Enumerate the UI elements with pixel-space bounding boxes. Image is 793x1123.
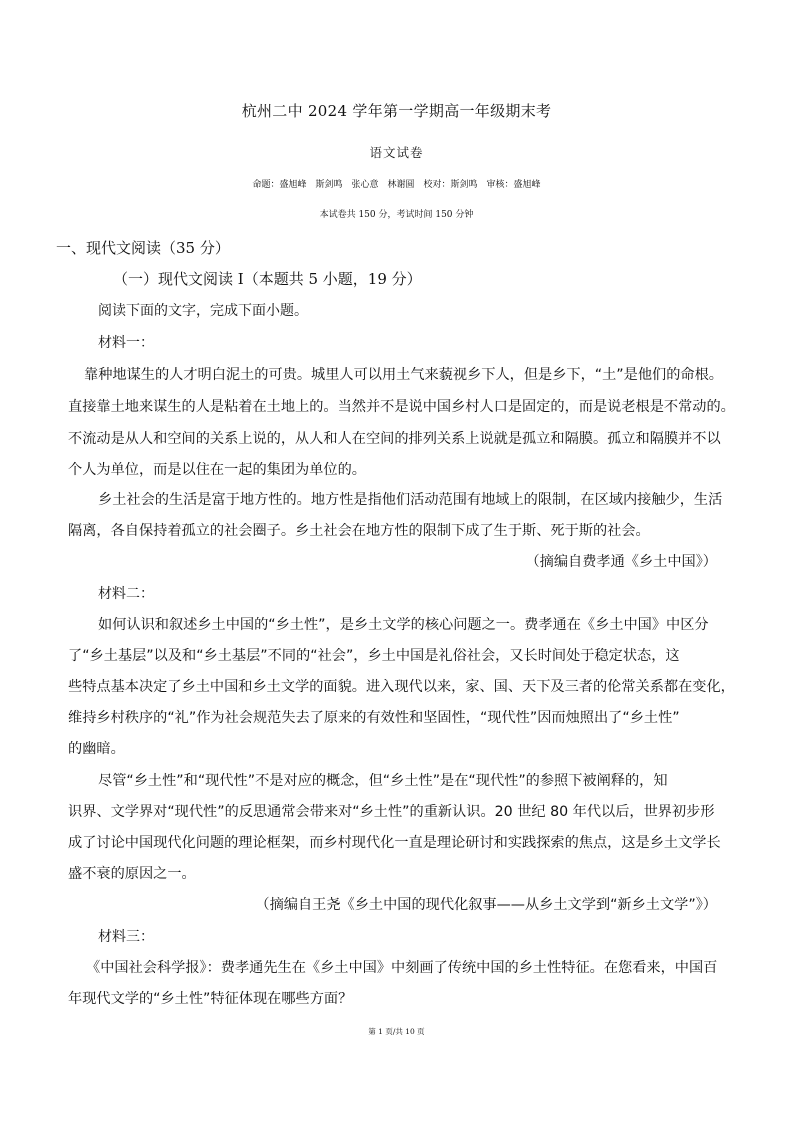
- material-label: 材料三：: [98, 929, 154, 945]
- authors-line: 命题：盛旭峰 斯剑鸣 张心意 林谢圆 校对：斯剑鸣 审核：盛旭峰: [252, 180, 541, 190]
- page-number: 第 1 页/共 10 页: [368, 1027, 425, 1036]
- paragraph-line: 乡土社会的生活是富于地方性的。地方性是指他们活动范围有地域上的限制，在区域内接触少，生活: [98, 492, 723, 508]
- section-heading: 一、现代文阅读（35 分）: [56, 239, 230, 257]
- paragraph-line: 直接靠土地来谋生的人是粘着在土地上的。当然并不是说中国乡村人口是固定的，而是说老根是不常动的。: [68, 399, 735, 415]
- material-label: 材料二：: [98, 586, 154, 602]
- paragraph-line: 如何认识和叙述乡土中国的“乡土性”，是乡土文学的核心问题之一。费孝通在《乡土中国》中区分: [98, 617, 709, 633]
- paragraph-line: 不流动是从人和空间的关系上说的，从人和人在空间的排列关系上说就是孤立和隔膜。孤立和隔膜并不以: [68, 431, 721, 447]
- paragraph-line: 维持乡村秩序的“礼”作为社会规范失去了原来的有效性和坚固性，“现代性”因而烛照出了“乡土性”: [68, 710, 680, 726]
- source-citation: （摘编自王尧《乡土中国的现代化叙事——从乡土文学到“新乡土文学”》）: [255, 897, 717, 913]
- paragraph-line: 靠种地谋生的人才明白泥土的可贵。城里人可以用土气来藐视乡下人，但是乡下，“土”是他们的命根。: [84, 367, 723, 383]
- instruction-text: 阅读下面的文字，完成下面小题。: [98, 303, 308, 319]
- source-citation: （摘编自费孝通《乡土中国》）: [525, 554, 717, 570]
- material-label: 材料一：: [98, 335, 154, 351]
- paragraph-line: 年现代文学的“乡土性”特征体现在哪些方面？: [68, 991, 353, 1007]
- paragraph-line: 个人为单位，而是以住在一起的集团为单位的。: [68, 462, 366, 478]
- paragraph-line: 些特点基本决定了乡土中国和乡土文学的面貌。进入现代以来，家、国、天下及三者的伦常关系都在变化，: [68, 679, 735, 695]
- exam-subtitle: 语文试卷: [369, 145, 424, 160]
- paragraph-line: 隔离，各自保持着孤立的社会圈子。乡土社会在地方性的限制下成了生于斯、死于斯的社会。: [68, 523, 650, 539]
- paragraph-line: 成了讨论中国现代化问题的理论框架，而乡村现代化一直是理论研讨和实践探索的焦点，这是乡土文学长: [68, 835, 721, 851]
- paragraph-line: 尽管“乡土性”和“现代性”不是对应的概念，但“乡土性”是在“现代性”的参照下被阐释的，知: [98, 773, 668, 789]
- paragraph-line: 识界、文学界对“现代性”的反思通常会带来对“乡土性”的重新认识。20 世纪 80 年代以后，世界初步形: [68, 804, 715, 820]
- paragraph-line: 了“乡土基层”以及和“乡土基层”不同的“社会”，乡土中国是礼俗社会，又长时间处于稳定状态，这: [68, 648, 680, 664]
- paragraph-line: 《中国社会科学报》：费孝通先生在《乡土中国》中刻画了传统中国的乡土性特征。在您看来，中国百: [86, 960, 718, 976]
- exam-title: 杭州二中 2024 学年第一学期高一年级期末考: [241, 102, 552, 120]
- paragraph-line: 盛不衰的原因之一。: [68, 866, 196, 882]
- sub-section-heading: （一）现代文阅读 I（本题共 5 小题，19 分）: [113, 270, 422, 288]
- paragraph-line: 的幽暗。: [68, 741, 125, 757]
- exam-info: 本试卷共 150 分，考试时间 150 分钟: [319, 210, 474, 220]
